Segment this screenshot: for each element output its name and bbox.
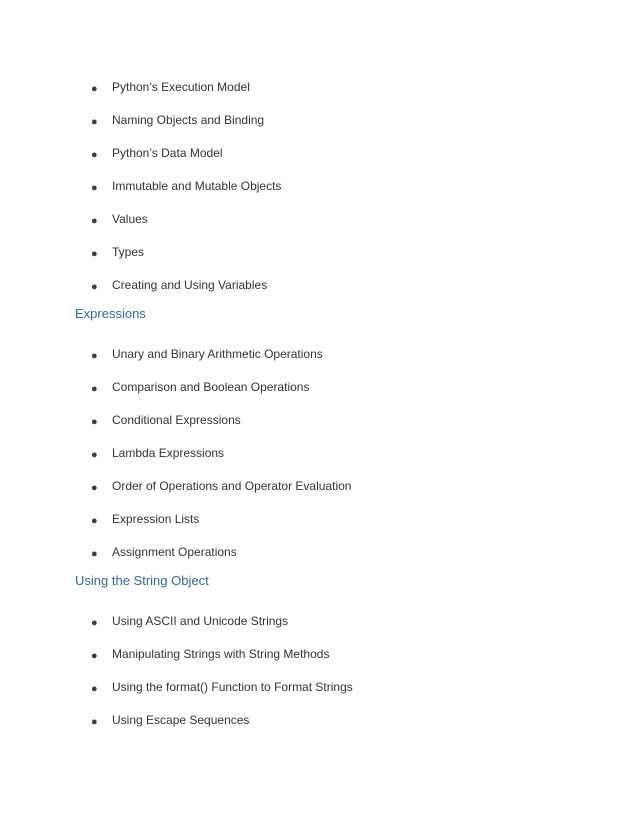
- bullet-icon: ●: [91, 149, 98, 161]
- list-item-text: Comparison and Boolean Operations: [112, 380, 310, 394]
- list-item-text: Immutable and Mutable Objects: [112, 179, 282, 193]
- bullet-icon: ●: [91, 281, 98, 293]
- section-heading-string-object: Using the String Object: [75, 573, 209, 588]
- list-item: [0, 613, 638, 646]
- list-item-text: Expression Lists: [112, 512, 200, 526]
- list-item: [0, 346, 638, 379]
- list-item: [0, 445, 638, 478]
- section-list-3: [0, 613, 638, 745]
- bullet-icon: ●: [91, 350, 98, 362]
- list-item: [0, 145, 638, 178]
- list-item-text: Python’s Execution Model: [112, 80, 250, 94]
- bullet-icon: ●: [91, 449, 98, 461]
- bullet-icon: ●: [91, 182, 98, 194]
- list-item-text: Order of Operations and Operator Evaluation: [112, 479, 352, 493]
- list-item: [0, 679, 638, 712]
- list-item: [0, 211, 638, 244]
- section-list-1: [0, 79, 638, 310]
- list-item: [0, 511, 638, 544]
- list-item-text: Using the format() Function to Format Strings: [112, 680, 353, 694]
- section-list-2: [0, 346, 638, 577]
- list-item: [0, 112, 638, 145]
- list-item: [0, 379, 638, 412]
- bullet-icon: ●: [91, 650, 98, 662]
- list-item: [0, 79, 638, 112]
- list-item-text: Lambda Expressions: [112, 446, 225, 460]
- bullet-icon: ●: [91, 383, 98, 395]
- bullet-icon: ●: [91, 482, 98, 494]
- list-item: [0, 478, 638, 511]
- list-item-text: Assignment Operations: [112, 545, 237, 559]
- bullet-icon: ●: [91, 416, 98, 428]
- bullet-icon: ●: [91, 248, 98, 260]
- bullet-icon: ●: [91, 215, 98, 227]
- list-item: [0, 244, 638, 277]
- list-item-text: Using ASCII and Unicode Strings: [112, 614, 289, 628]
- list-item: [0, 178, 638, 211]
- bullet-icon: ●: [91, 515, 98, 527]
- list-item-text: Conditional Expressions: [112, 413, 241, 427]
- list-item-text: Creating and Using Variables: [112, 278, 268, 292]
- bullet-icon: ●: [91, 548, 98, 560]
- bullet-icon: ●: [91, 617, 98, 629]
- section-heading-expressions: Expressions: [75, 306, 146, 321]
- list-item: [0, 646, 638, 679]
- list-item-text: Values: [112, 212, 148, 226]
- list-item-text: Using Escape Sequences: [112, 713, 250, 727]
- bullet-icon: ●: [91, 716, 98, 728]
- list-item-text: Types: [112, 245, 145, 259]
- list-item-text: Naming Objects and Binding: [112, 113, 265, 127]
- list-item-text: Manipulating Strings with String Methods: [112, 647, 330, 661]
- bullet-icon: ●: [91, 683, 98, 695]
- list-item: [0, 712, 638, 745]
- bullet-icon: ●: [91, 116, 98, 128]
- list-item-text: Unary and Binary Arithmetic Operations: [112, 347, 323, 361]
- bullet-icon: ●: [91, 83, 98, 95]
- list-item-text: Python’s Data Model: [112, 146, 223, 160]
- list-item: [0, 412, 638, 445]
